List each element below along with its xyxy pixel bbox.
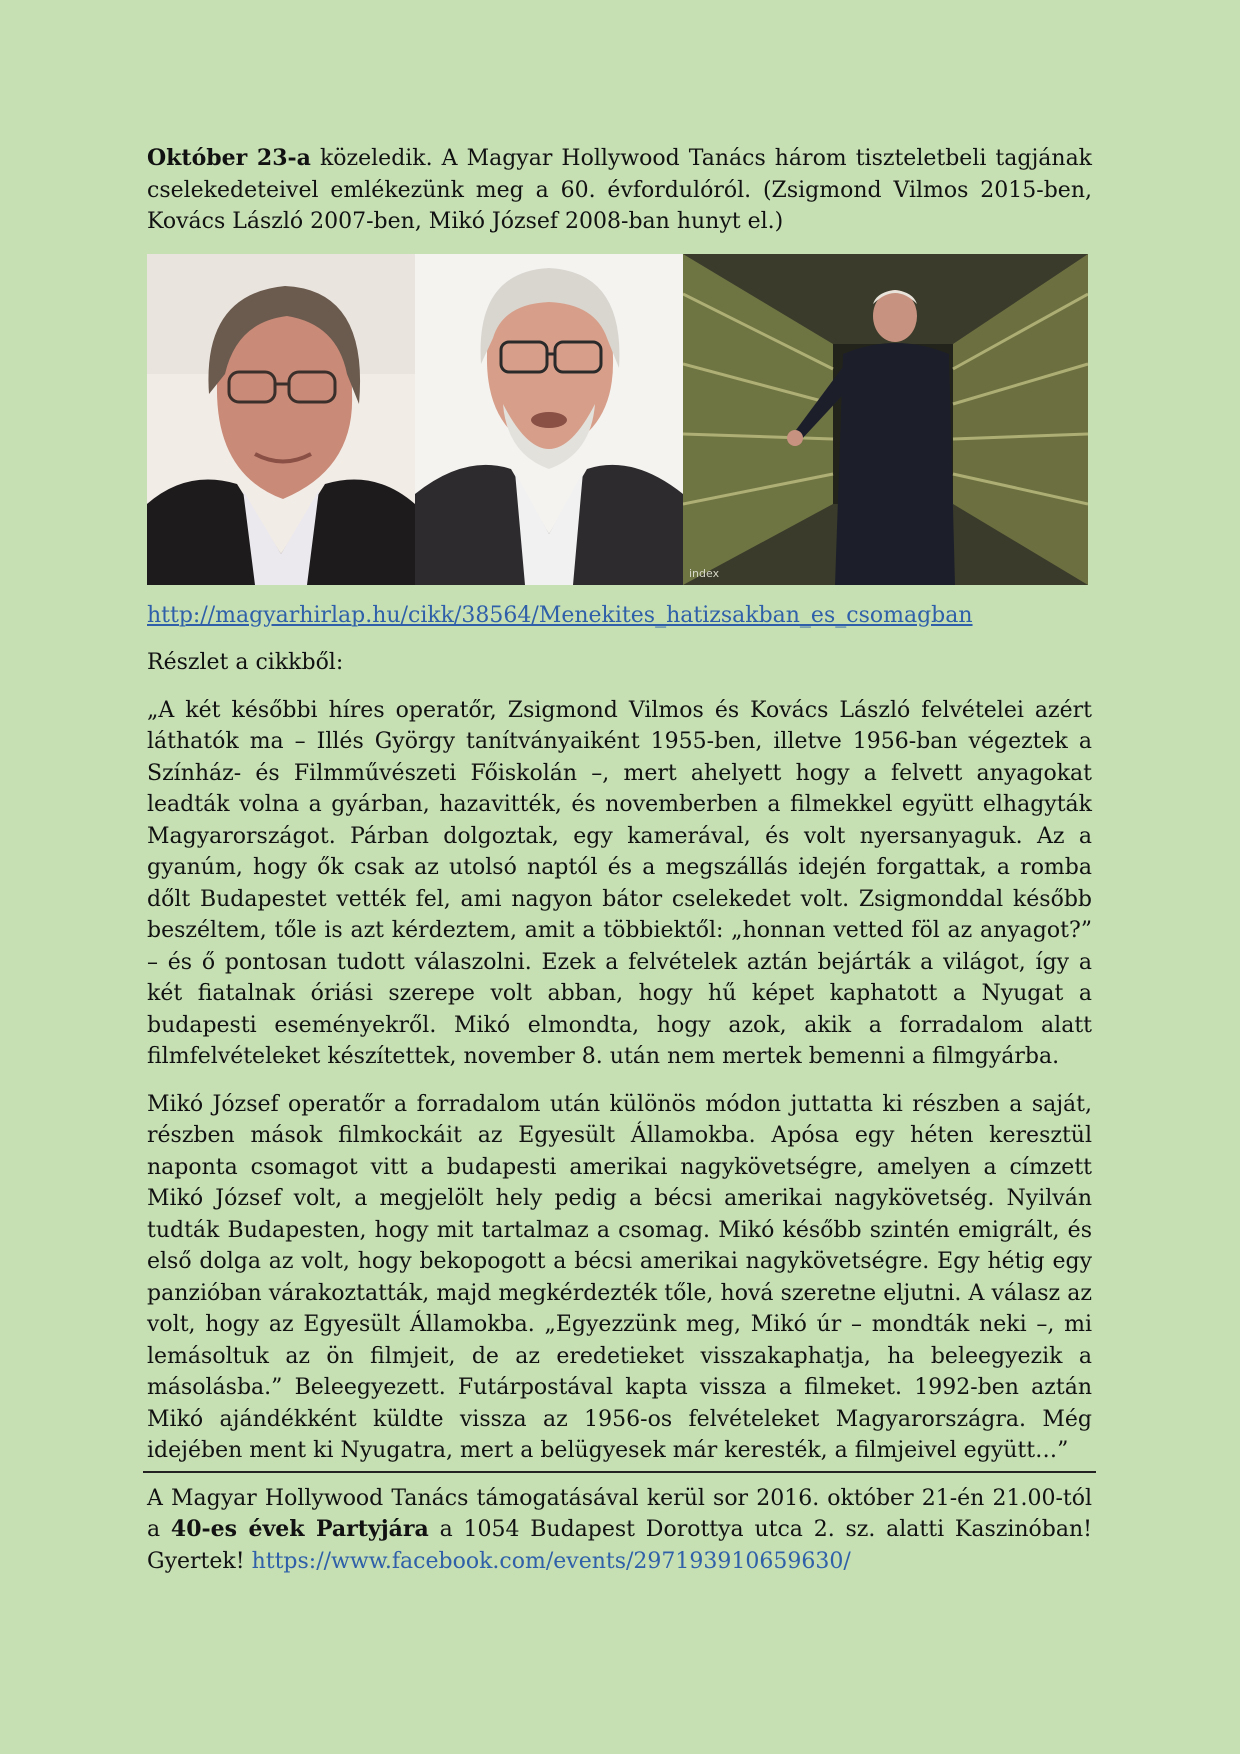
facebook-event-link[interactable]: https://www.facebook.com/events/297193910659630/ xyxy=(251,1548,851,1574)
article-quote xyxy=(147,695,1092,1467)
document-body xyxy=(147,143,1092,1593)
party-name: 40-es évek Partyjára xyxy=(170,1516,429,1542)
quote-paragraph-1: „A két későbbi híres operatőr, Zsigmond Vilmos és Kovács László felvételei azért láthatók ma – Illés György tanítványaiként 1955-ben, illetve 1956-ban végeztek a Színház- és Filmművészeti Főiskolán –, mert ahelyett hogy a felvett anyagokat leadták volna a gyárban, hazavitték, és novemberben a filmekkel együtt elhagyták Magyarországot. Párban dolgoztak, egy kamerával, és volt nyersanyaguk. Az a gyanúm, hogy ők csak az utolsó naptól és a megszállás idején forgattak, a romba dőlt Budapestet vették fel, ami nagyon bátor cselekedet volt. Zsigmonddal később beszéltem, tőle is azt kérdeztem, amit a többiektől: „honnan vetted föl az anyagot?” – és ő pontosan tudott válaszolni. Ezek a felvételek aztán bejárták a világot, így a két fiatalnak óriási szerepe volt abban, hogy hű képet kaphatott a Nyugat a budapesti eseményekről. Mikó elmondta, hogy azok, akik a forradalom alatt filmfelvételeket készítettek, november 8. után nem mertek bemenni a filmgyárba. xyxy=(147,697,1092,1069)
divider xyxy=(143,1471,1096,1473)
intro-text: közeledik. A Magyar Hollywood Tanács három tiszteletbeli tagjának cselekedeteivel emlékezünk meg a 60. évfordulóról. (Zsigmond Vilmos 2015-ben, Kovács László 2007-ben, Mikó József 2008-ban hunyt el.) xyxy=(147,146,1093,234)
article-link-paragraph xyxy=(147,600,1092,632)
photo-watermark: index xyxy=(689,566,720,580)
photo-strip xyxy=(147,254,1088,585)
photo-miko-jozsef-archive xyxy=(683,254,1088,585)
closing-text-1: A Magyar Hollywood Tanács támogatásával kerül sor 2016. október 21-én 21.00-tól a xyxy=(147,1485,1092,1542)
intro-date: Október 23-a xyxy=(147,145,311,171)
excerpt-label: Részlet a cikkből: xyxy=(147,650,344,675)
photo-kovacs-laszlo xyxy=(415,254,683,585)
intro-paragraph xyxy=(147,143,1092,238)
quote-paragraph-2: Mikó József operatőr a forradalom után különös módon juttatta ki részben a saját, részben mások filmkockáit az Egyesült Államokba. Apósa egy héten keresztül naponta csomagot vitt a budapesti amerikai nagykövetségre, amelyen a címzett Mikó József volt, a megjelölt hely pedig a bécsi amerikai nagykövetség. Nyilván tudták Budapesten, hogy mit tartalmaz a csomag. Mikó később szintén emigrált, és első dolga az volt, hogy bekopogott a bécsi amerikai nagykövetségre. Egy hétig egy panzióban várakoztatták, majd megkérdezték tőle, hová szeretne eljutni. A válasz az volt, hogy az Egyesült Államokba. „Egyezzünk meg, Mikó úr – mondták neki –, mi lemásoltuk az ön filmjeit, de az eredetieket visszakaphatja, ha beleegyezik a másolásba.” Beleegyezett. Futárpostával kapta vissza a filmeket. 1992-ben aztán Mikó ajándékként küldte vissza az 1956-os felvételeket Magyarországra. Még idejében ment ki Nyugatra, mert a belügyesek már keresték, a filmjeivel együtt…” xyxy=(147,1091,1092,1463)
closing-paragraph xyxy=(147,1483,1092,1578)
photo-zsigmond-vilmos xyxy=(147,254,415,585)
closing-text-2: a 1054 Budapest Dorottya utca 2. sz. alatti Kaszinóban! Gyertek! xyxy=(147,1517,1093,1574)
article-link[interactable]: http://magyarhirlap.hu/cikk/38564/Menekites_hatizsakban_es_csomagban xyxy=(147,602,973,628)
